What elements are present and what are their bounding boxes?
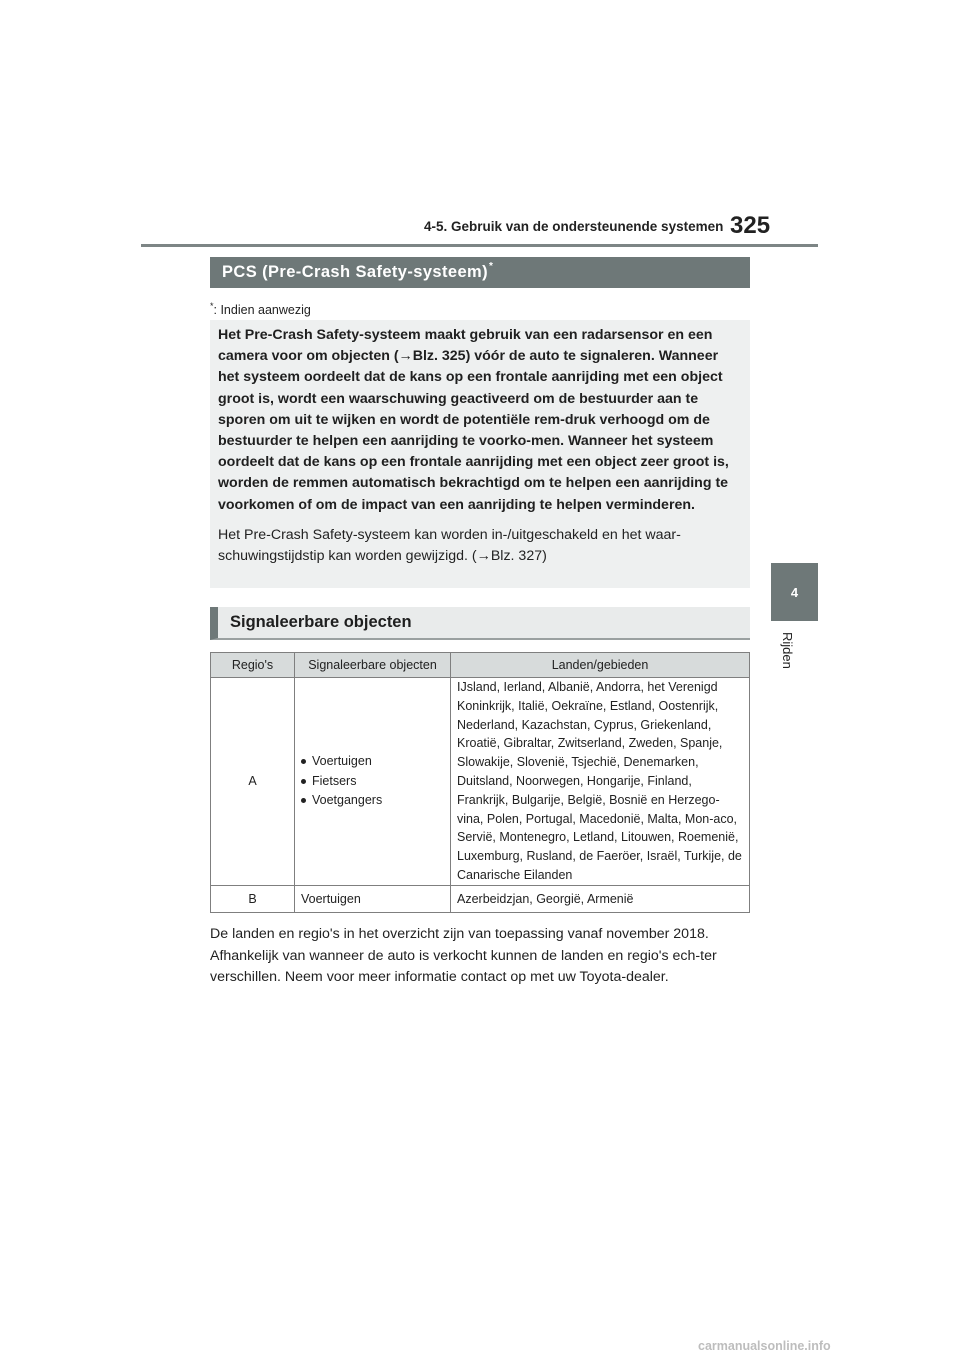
title-footnote-marker: * xyxy=(489,261,494,272)
objects-table xyxy=(210,652,750,913)
chapter-label: Rijden xyxy=(780,632,795,669)
region-cell: B xyxy=(211,885,295,912)
intro-bold-paragraph: Het Pre-Crash Safety-systeem maakt gebruik van een radarsensor en een camera voor om objecten (→Blz. 325) vóór de auto te signaleren. Wanneer het systeem oordeelt dat de kans op een frontale aanrijding met een object groot is, wordt een waarschuwing geactiveerd om de bestuurder aan te sporen om uit te wijken en wordt de potentiële rem-druk verhoogd om de bestuurder te helpen een aanrijding te voorko-men. Wanneer het systeem oordeelt dat de kans op een frontale aanrijding met een object zeer groot is, worden de remmen automatisch bekrachtigd om te helpen een aanrijding te voorkomen of om de impact van een aanrijding te helpen verminderen. xyxy=(218,327,729,513)
table-header-row xyxy=(211,653,750,678)
footnote xyxy=(210,301,311,317)
footnote-text: : Indien aanwezig xyxy=(213,303,311,318)
countries-cell: IJsland, Ierland, Albanië, Andorra, het Verenigd Koninkrijk, Italië, Oekraïne, Estland, Oostenrijk, Nederland, Kazachstan, Cyprus, Griekenland, Kroatië, Gibraltar, Zwitserland, Zweden, Spanje, Slowakije, Slovenië, Tsjechië, Denemarken, Duitsland, Noorwegen, Hongarije, Finland, Frankrijk, Bulgarije, België, Bosnië en Herzego-vina, Polen, Portugal, Macedonië, Malta, Mon-aco, Servië, Montenegro, Letland, Litouwen, Roemenië, Luxemburg, Rusland, de Faeröer, Israël, Turkije, de Canarische Eilanden xyxy=(451,678,750,886)
list-item-label: Voetgangers xyxy=(312,793,383,808)
table-row xyxy=(211,885,750,912)
intro-paragraph: Het Pre-Crash Safety-systeem kan worden in-/uitgeschakeld en het waar-schuwingstijdstip kan worden gewijzigd. (→Blz. 327) xyxy=(218,526,681,565)
list-item xyxy=(301,752,444,772)
page-number: 325 xyxy=(730,212,771,239)
list-item xyxy=(301,772,444,792)
page-title-bar xyxy=(210,257,750,288)
table-header-cell: Regio's xyxy=(211,653,295,678)
chapter-number: 4 xyxy=(790,584,799,600)
page-title: PCS (Pre-Crash Safety-systeem) xyxy=(222,263,489,281)
footnote-marker: * xyxy=(210,301,214,311)
table-header-cell: Landen/gebieden xyxy=(451,653,750,678)
section-title: Signaleerbare objecten xyxy=(230,613,412,631)
list-item xyxy=(301,791,444,811)
bullet-icon xyxy=(301,759,306,764)
section-header xyxy=(210,607,750,640)
closing-paragraph: De landen en regio's in het overzicht zijn van toepassing vanaf november 2018. Afhankelijk van wanneer de auto is verkocht kunnen de landen en regio's ech-ter verschillen. Neem voor meer informatie contact op met uw Toyota-dealer. xyxy=(210,926,717,985)
object-list xyxy=(301,752,444,811)
watermark: carmanualsonline.info xyxy=(698,1339,831,1353)
objects-cell xyxy=(295,678,451,886)
intro-box xyxy=(210,320,750,588)
table-row xyxy=(211,678,750,886)
bullet-icon xyxy=(301,779,306,784)
region-cell: A xyxy=(211,678,295,886)
list-item-label: Voertuigen xyxy=(312,754,372,769)
bullet-icon xyxy=(301,798,306,803)
list-item-label: Fietsers xyxy=(312,773,357,788)
header-divider xyxy=(141,244,818,247)
chapter-tab xyxy=(771,563,818,621)
running-header: 4-5. Gebruik van de ondersteunende systemen xyxy=(424,219,724,234)
objects-cell: Voertuigen xyxy=(295,885,451,912)
table-header-cell: Signaleerbare objecten xyxy=(295,653,451,678)
countries-cell: Azerbeidzjan, Georgië, Armenië xyxy=(451,885,750,912)
